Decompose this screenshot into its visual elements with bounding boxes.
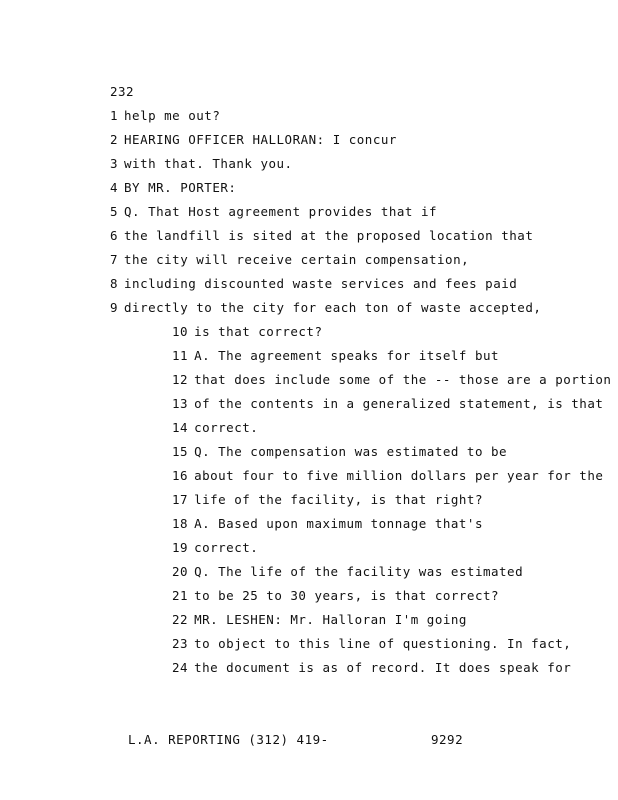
- transcript-line: [172, 444, 507, 460]
- line-number: 16: [172, 468, 189, 483]
- page-number: 232: [110, 84, 135, 99]
- transcript-line: [110, 204, 437, 220]
- transcript-line: [110, 108, 220, 124]
- transcript-line: [110, 276, 517, 292]
- line-text: correct.: [194, 540, 259, 555]
- transcript-line: [172, 348, 499, 364]
- page-footer: [0, 732, 618, 748]
- line-text: is that correct?: [194, 324, 323, 339]
- line-number: 1: [110, 108, 119, 123]
- line-text: help me out?: [124, 108, 221, 123]
- reporter-phone-suffix: 9292: [431, 732, 464, 747]
- line-text: BY MR. PORTER:: [124, 180, 237, 195]
- transcript-line: [172, 612, 467, 628]
- line-text: life of the facility, is that right?: [194, 492, 483, 507]
- line-number: 4: [110, 180, 119, 195]
- transcript-line: [172, 636, 571, 652]
- transcript-line: [110, 300, 541, 316]
- line-text: about four to five million dollars per year for the: [194, 468, 604, 483]
- transcript-line: [172, 540, 258, 556]
- transcript-line: [172, 420, 258, 436]
- line-number: 10: [172, 324, 189, 339]
- line-text: to object to this line of questioning. In fact,: [194, 636, 572, 651]
- line-number: 8: [110, 276, 119, 291]
- line-text: of the contents in a generalized statement, is that: [194, 396, 604, 411]
- transcript-line: [110, 156, 293, 172]
- transcript-line: [172, 372, 611, 388]
- line-text: Q. The life of the facility was estimated: [194, 564, 524, 579]
- line-text: HEARING OFFICER HALLORAN: I concur: [124, 132, 397, 147]
- line-number: 22: [172, 612, 189, 627]
- line-text: A. The agreement speaks for itself but: [194, 348, 500, 363]
- line-number: 5: [110, 204, 119, 219]
- line-number: 24: [172, 660, 189, 675]
- transcript-line: [172, 588, 499, 604]
- line-number: 7: [110, 252, 119, 267]
- transcript-line: [110, 180, 236, 196]
- transcript-line: [172, 492, 483, 508]
- line-number: 17: [172, 492, 189, 507]
- line-number: 11: [172, 348, 189, 363]
- line-number: 6: [110, 228, 119, 243]
- line-text: that does include some of the -- those are a portion: [194, 372, 612, 387]
- transcript-line: [110, 132, 397, 148]
- transcript-line: [172, 396, 603, 412]
- line-number: 2: [110, 132, 119, 147]
- line-number: 19: [172, 540, 189, 555]
- line-text: including discounted waste services and fees paid: [124, 276, 518, 291]
- line-number: 23: [172, 636, 189, 651]
- line-text: Q. The compensation was estimated to be: [194, 444, 508, 459]
- line-text: Q. That Host agreement provides that if: [124, 204, 438, 219]
- court-reporter-credit: L.A. REPORTING (312) 419-: [128, 732, 329, 747]
- line-number: 9: [110, 300, 119, 315]
- line-text: the document is as of record. It does speak for: [194, 660, 572, 675]
- line-text: A. Based upon maximum tonnage that's: [194, 516, 483, 531]
- line-number: 20: [172, 564, 189, 579]
- transcript-line: [172, 516, 483, 532]
- line-number: 15: [172, 444, 189, 459]
- line-text: to be 25 to 30 years, is that correct?: [194, 588, 500, 603]
- transcript-line: [172, 468, 603, 484]
- line-text: with that. Thank you.: [124, 156, 293, 171]
- line-text: directly to the city for each ton of waste accepted,: [124, 300, 542, 315]
- line-number: 12: [172, 372, 189, 387]
- line-text: the landfill is sited at the proposed location that: [124, 228, 534, 243]
- line-number: 18: [172, 516, 189, 531]
- transcript-line: [172, 660, 571, 676]
- line-number: 14: [172, 420, 189, 435]
- transcript-line: [110, 252, 469, 268]
- line-text: correct.: [194, 420, 259, 435]
- transcript-line: [172, 324, 322, 340]
- line-number: 21: [172, 588, 189, 603]
- line-number: 3: [110, 156, 119, 171]
- line-text: MR. LESHEN: Mr. Halloran I'm going: [194, 612, 467, 627]
- line-number: 13: [172, 396, 189, 411]
- transcript-line: [172, 564, 523, 580]
- transcript-line: [110, 228, 533, 244]
- line-text: the city will receive certain compensation,: [124, 252, 470, 267]
